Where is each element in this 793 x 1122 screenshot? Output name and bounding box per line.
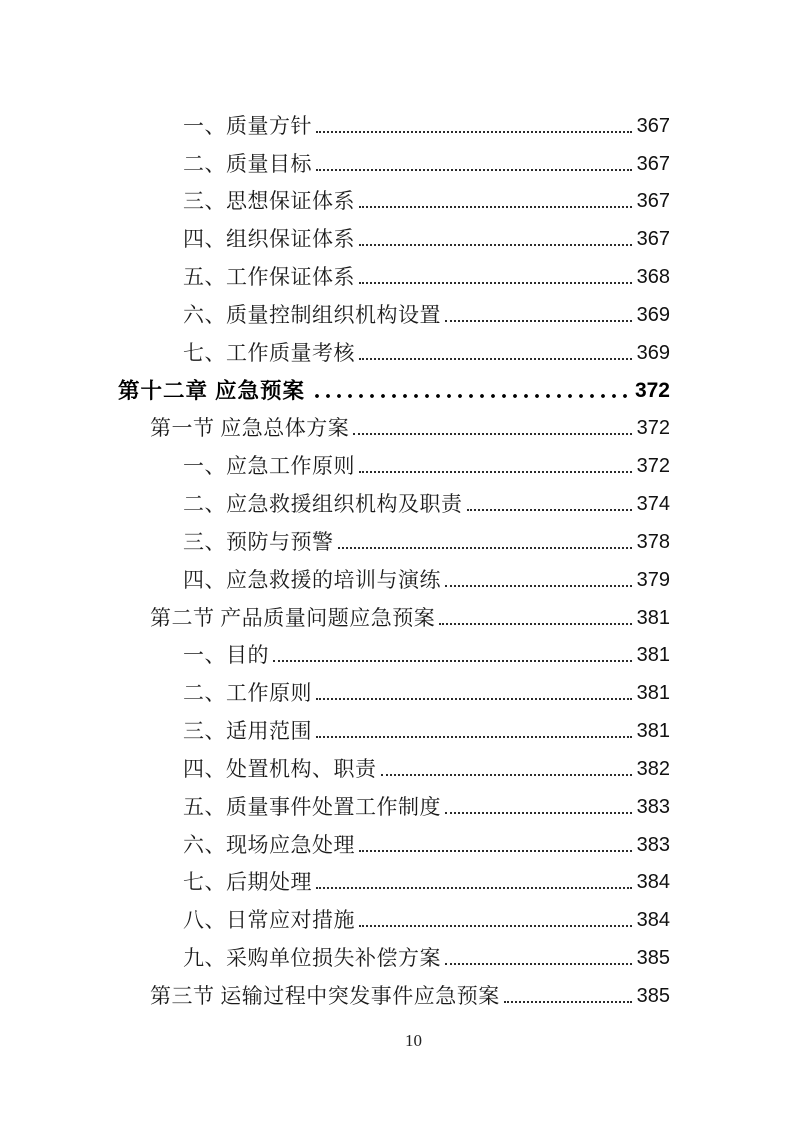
- toc-list: [0, 103, 793, 1011]
- toc-leader-dots: [338, 547, 632, 549]
- toc-entry[interactable]: [0, 368, 793, 406]
- toc-entry-label: 六、现场应急处理: [183, 832, 355, 857]
- toc-leader-dots: [359, 925, 632, 927]
- toc-entry[interactable]: [0, 822, 793, 860]
- toc-entry-label: 第一节 应急总体方案: [150, 416, 350, 441]
- toc-leader-dots: [359, 206, 632, 208]
- toc-leader-dots: [359, 850, 632, 852]
- toc-leader-dots: [504, 1001, 632, 1003]
- toc-entry[interactable]: [0, 330, 793, 368]
- page-footer: [0, 1031, 793, 1051]
- toc-entry-label: 一、质量方针: [183, 113, 312, 138]
- toc-entry-label: 五、质量事件处置工作制度: [183, 794, 441, 819]
- toc-entry-label: 二、工作原则: [183, 681, 312, 706]
- toc-entry-label: 四、组织保证体系: [183, 227, 355, 252]
- toc-entry-page: 384: [636, 909, 670, 932]
- toc-entry-label: 七、后期处理: [183, 870, 312, 895]
- toc-leader-dots: [439, 623, 631, 625]
- toc-entry-label: 第十二章 应急预案: [118, 378, 305, 403]
- toc-entry-page: 369: [636, 341, 670, 364]
- toc-entry-page: 372: [636, 455, 670, 478]
- toc-entry-page: 367: [636, 114, 670, 137]
- toc-entry-label: 六、质量控制组织机构设置: [183, 302, 441, 327]
- toc-entry-label: 一、目的: [183, 643, 269, 668]
- toc-entry-page: 385: [636, 984, 670, 1007]
- toc-entry-label: 一、应急工作原则: [183, 454, 355, 479]
- toc-entry[interactable]: [0, 746, 793, 784]
- toc-entry-label: 二、质量目标: [183, 151, 312, 176]
- toc-entry[interactable]: [0, 443, 793, 481]
- toc-leader-dots: [315, 394, 627, 398]
- toc-entry-page: 379: [636, 568, 670, 591]
- toc-entry-label: 四、应急救援的培训与演练: [183, 567, 441, 592]
- toc-entry[interactable]: [0, 519, 793, 557]
- toc-leader-dots: [316, 736, 632, 738]
- toc-entry[interactable]: [0, 633, 793, 671]
- toc-leader-dots: [316, 887, 632, 889]
- toc-entry[interactable]: [0, 784, 793, 822]
- toc-entry-page: 381: [636, 644, 670, 667]
- toc-entry[interactable]: [0, 103, 793, 141]
- toc-leader-dots: [445, 812, 632, 814]
- toc-entry-label: 三、适用范围: [183, 719, 312, 744]
- toc-entry-label: 四、处置机构、职责: [183, 756, 377, 781]
- toc-entry[interactable]: [0, 860, 793, 898]
- toc-entry-page: 369: [636, 303, 670, 326]
- toc-entry[interactable]: [0, 481, 793, 519]
- toc-entry-label: 五、工作保证体系: [183, 265, 355, 290]
- toc-entry[interactable]: [0, 557, 793, 595]
- toc-entry[interactable]: [0, 973, 793, 1011]
- toc-entry-page: 378: [636, 530, 670, 553]
- toc-entry[interactable]: [0, 708, 793, 746]
- toc-entry-page: 384: [636, 871, 670, 894]
- toc-entry-page: 381: [636, 682, 670, 705]
- toc-entry-label: 三、思想保证体系: [183, 189, 355, 214]
- toc-entry[interactable]: [0, 670, 793, 708]
- toc-entry-page: 381: [636, 606, 670, 629]
- toc-entry-page: 368: [636, 266, 670, 289]
- toc-entry-label: 九、采购单位损失补偿方案: [183, 946, 441, 971]
- toc-leader-dots: [445, 963, 632, 965]
- toc-entry[interactable]: [0, 897, 793, 935]
- toc-entry-label: 三、预防与预警: [183, 529, 334, 554]
- toc-entry[interactable]: [0, 595, 793, 633]
- toc-entry[interactable]: [0, 935, 793, 973]
- toc-entry[interactable]: [0, 216, 793, 254]
- toc-leader-dots: [359, 282, 632, 284]
- toc-leader-dots: [316, 698, 632, 700]
- toc-entry-label: 八、日常应对措施: [183, 908, 355, 933]
- toc-entry-label: 二、应急救援组织机构及职责: [183, 492, 463, 517]
- toc-entry-page: 382: [636, 757, 670, 780]
- toc-entry[interactable]: [0, 141, 793, 179]
- toc-entry-page: 383: [636, 833, 670, 856]
- toc-entry[interactable]: [0, 292, 793, 330]
- toc-entry[interactable]: [0, 179, 793, 217]
- toc-leader-dots: [445, 320, 632, 322]
- toc-entry-page: 385: [636, 947, 670, 970]
- toc-entry-label: 第二节 产品质量问题应急预案: [150, 605, 436, 630]
- toc-leader-dots: [316, 169, 632, 171]
- toc-leader-dots: [467, 509, 632, 511]
- toc-entry-label: 七、工作质量考核: [183, 340, 355, 365]
- toc-leader-dots: [359, 471, 632, 473]
- toc-entry-page: 367: [636, 228, 670, 251]
- toc-entry[interactable]: [0, 254, 793, 292]
- toc-entry-label: 第三节 运输过程中突发事件应急预案: [150, 983, 500, 1008]
- toc-entry-page: 372: [636, 417, 670, 440]
- toc-leader-dots: [359, 244, 632, 246]
- toc-entry[interactable]: [0, 406, 793, 444]
- toc-entry-page: 383: [636, 795, 670, 818]
- toc-entry-page: 372: [634, 378, 670, 402]
- toc-entry-page: 374: [636, 493, 670, 516]
- toc-leader-dots: [353, 433, 631, 435]
- footer-page-number: 10: [405, 1031, 422, 1050]
- toc-leader-dots: [316, 131, 632, 133]
- toc-leader-dots: [445, 585, 632, 587]
- toc-leader-dots: [359, 358, 632, 360]
- toc-leader-dots: [381, 774, 632, 776]
- toc-entry-page: 367: [636, 190, 670, 213]
- toc-leader-dots: [273, 660, 632, 662]
- toc-entry-page: 381: [636, 720, 670, 743]
- toc-entry-page: 367: [636, 152, 670, 175]
